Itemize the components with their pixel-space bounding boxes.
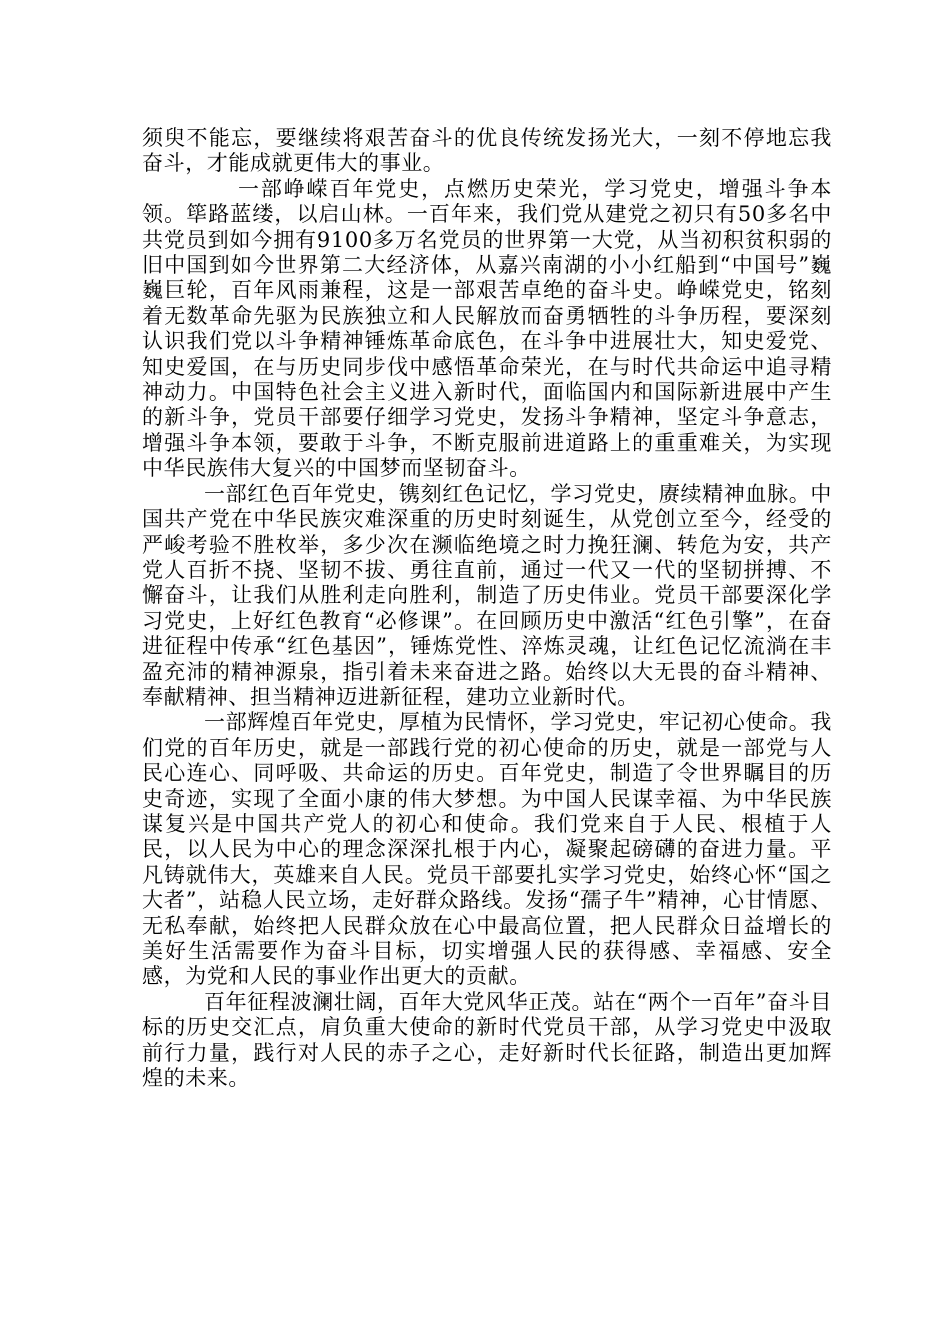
document-body — [142, 126, 832, 1091]
paragraph-red-history: 一部红色百年党史，镌刻红色记忆，学习党史，赓续精神血脉。中国共产党在中华民族灾难深重的历史时刻诞生，从党创立至今，经受的严峻考验不胜枚举，多少次在濒临绝境之时力挽狂澜、转危为安，共产党人百折不挠、坚韧不拔、勇往直前，通过一代又一代的坚韧拼搏、不懈奋斗，让我们从胜利走向胜利，制造了历史伟业。党员干部要深化学习党史，上好红色教育“必修课”。在回顾历史中激活“红色引擎”，在奋进征程中传承“红色基因”，锤炼党性、淬炼灵魂，让红色记忆流淌在丰盈充沛的精神源泉，指引着未来奋进之路。始终以大无畏的奋斗精神、奉献精神、担当精神迈进新征程，建功立业新时代。 — [142, 481, 832, 709]
paragraph-struggle-history: 一部峥嵘百年党史，点燃历史荣光，学习党史，增强斗争本领。筚路蓝缕，以启山林。一百年来，我们党从建党之初只有50多名中共党员到如今拥有9100多万名党员的世界第一大党，从当初积贫积弱的旧中国到如今世界第二大经济体，从嘉兴南湖的小小红船到“中国号”巍巍巨轮，百年风雨兼程，这是一部艰苦卓绝的奋斗史。峥嵘党史，铭刻着无数革命先驱为民族独立和人民解放而奋勇牺牲的斗争历程，要深刻认识我们党以斗争精神锤炼革命底色，在斗争中进展壮大，知史爱党、知史爱国，在与历史同步伐中感悟革命荣光，在与时代共命运中追寻精神动力。中国特色社会主义进入新时代，面临国内和国际新进展中产生的新斗争，党员干部要仔细学习党史，发扬斗争精神，坚定斗争意志，增强斗争本领，要敢于斗争，不断克服前进道路上的重重难关，为实现中华民族伟大复兴的中国梦而坚韧奋斗。 — [142, 176, 832, 481]
paragraph-continuation: 须臾不能忘，要继续将艰苦奋斗的优良传统发扬光大，一刻不停地忘我奋斗，才能成就更伟大的事业。 — [142, 126, 832, 176]
paragraph-conclusion: 百年征程波澜壮阔，百年大党风华正茂。站在“两个一百年”奋斗目标的历史交汇点，肩负重大使命的新时代党员干部，从学习党史中汲取前行力量，践行对人民的赤子之心，走好新时代长征路，制造出更加辉煌的未来。 — [142, 989, 832, 1091]
paragraph-glorious-history: 一部辉煌百年党史，厚植为民情怀，学习党史，牢记初心使命。我们党的百年历史，就是一部践行党的初心使命的历史，就是一部党与人民心连心、同呼吸、共命运的历史。百年党史，制造了令世界瞩目的历史奇迹，实现了全面小康的伟大梦想。为中国人民谋幸福、为中华民族谋复兴是中国共产党人的初心和使命。我们党来自于人民、根植于人民，以人民为中心的理念深深扎根于内心，凝聚起磅礴的奋进力量。平凡铸就伟大，英雄来自人民。党员干部要扎实学习党史，始终心怀“国之大者”，站稳人民立场，走好群众路线。发扬“孺子牛”精神，心甘情愿、无私奉献，始终把人民群众放在心中最高位置，把人民群众日益增长的美好生活需要作为奋斗目标，切实增强人民的获得感、幸福感、安全感，为党和人民的事业作出更大的贡献。 — [142, 710, 832, 989]
